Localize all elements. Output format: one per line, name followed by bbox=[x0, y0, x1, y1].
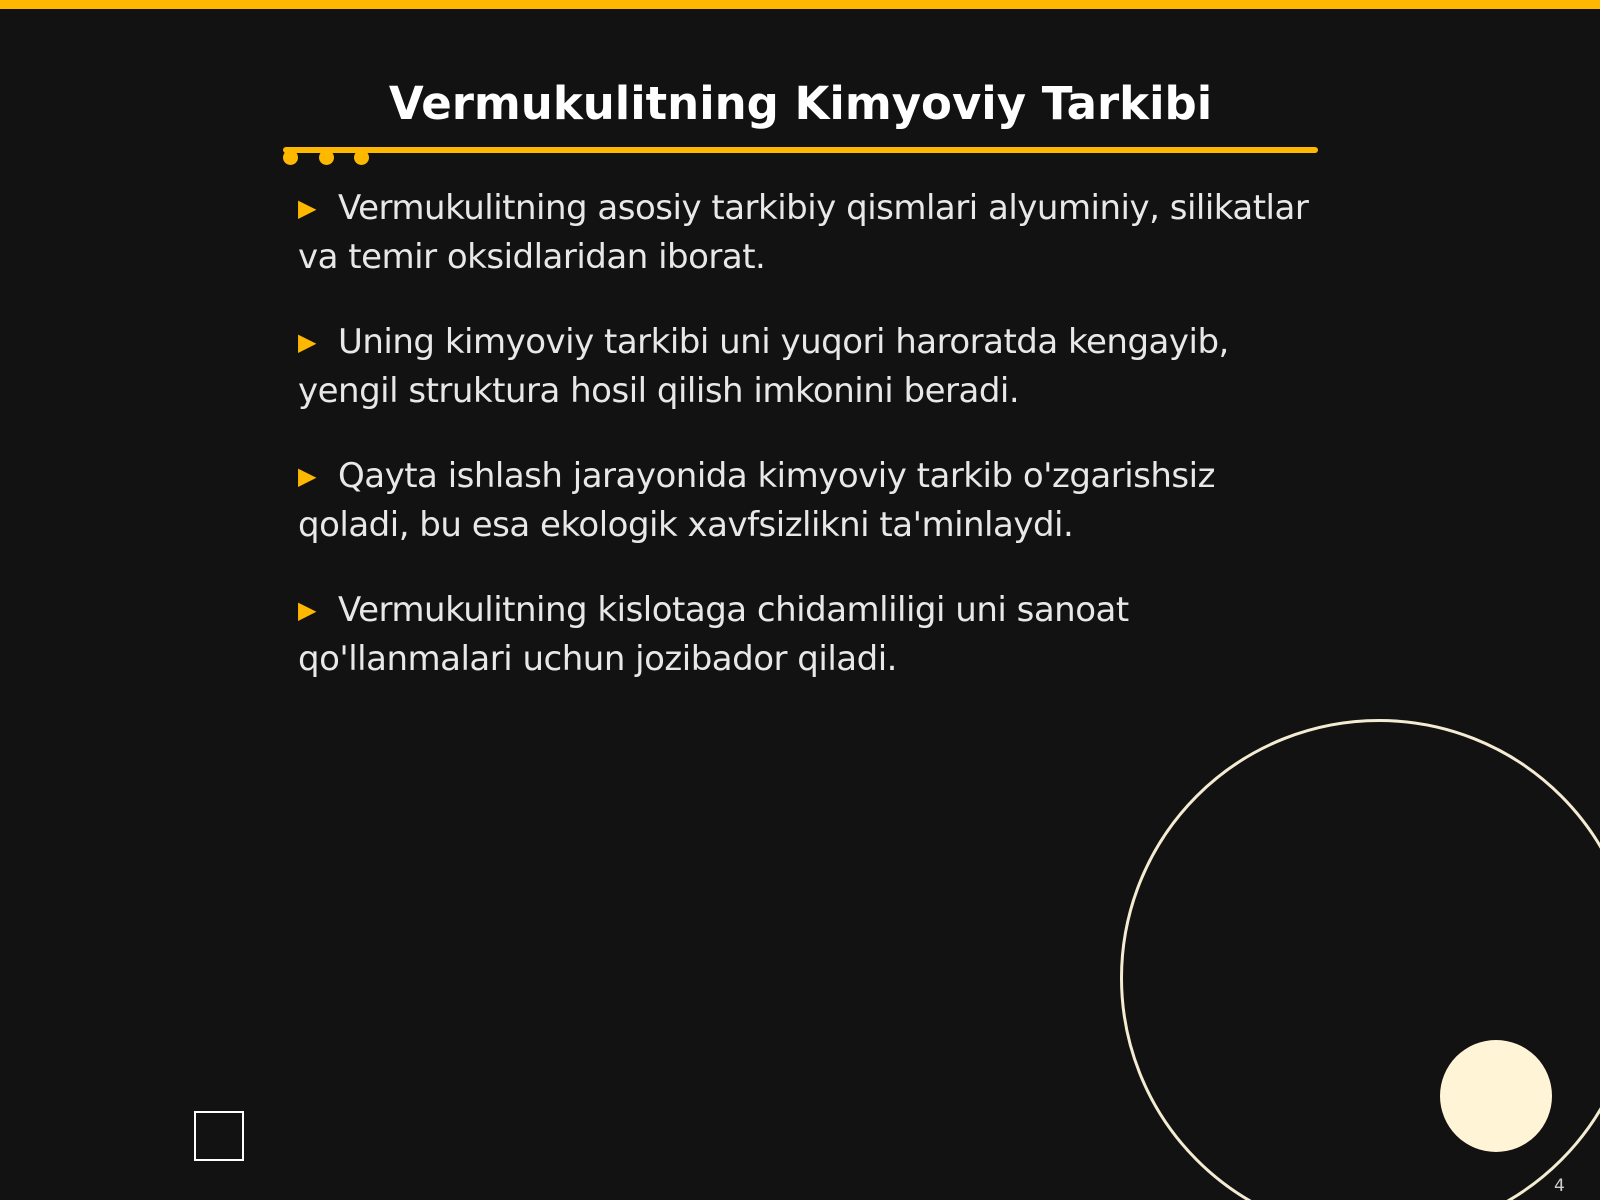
bullet-list bbox=[298, 184, 1318, 720]
decor-circle-filled bbox=[1440, 1040, 1552, 1152]
bullet-item bbox=[298, 586, 1318, 684]
top-accent-bar bbox=[0, 0, 1600, 9]
triangle-bullet-icon: ▶ bbox=[298, 194, 316, 222]
bullet-item bbox=[298, 318, 1318, 416]
bullet-text: Uning kimyoviy tarkibi uni yuqori haroratda kengayib, yengil struktura hosil qilish imkonini beradi. bbox=[298, 322, 1229, 411]
title-underline bbox=[283, 147, 1318, 153]
bullet-text: Qayta ishlash jarayonida kimyoviy tarkib o'zgarishsiz qoladi, bu esa ekologik xavfsizlikni ta'minlaydi. bbox=[298, 456, 1215, 545]
decor-dot bbox=[319, 150, 334, 165]
page-number: 4 bbox=[1554, 1176, 1565, 1196]
slide-title: Vermukulitning Kimyoviy Tarkibi bbox=[388, 77, 1213, 130]
bullet-text: Vermukulitning kislotaga chidamliligi uni sanoat qo'llanmalari uchun jozibador qiladi. bbox=[298, 590, 1129, 679]
decor-square-outline bbox=[194, 1111, 244, 1161]
triangle-bullet-icon: ▶ bbox=[298, 596, 316, 624]
triangle-bullet-icon: ▶ bbox=[298, 462, 316, 490]
decor-dot bbox=[283, 150, 298, 165]
decor-dot bbox=[354, 150, 369, 165]
bullet-item bbox=[298, 452, 1318, 550]
triangle-bullet-icon: ▶ bbox=[298, 328, 316, 356]
bullet-text: Vermukulitning asosiy tarkibiy qismlari alyuminiy, silikatlar va temir oksidlaridan iborat. bbox=[298, 188, 1309, 277]
bullet-item bbox=[298, 184, 1318, 282]
